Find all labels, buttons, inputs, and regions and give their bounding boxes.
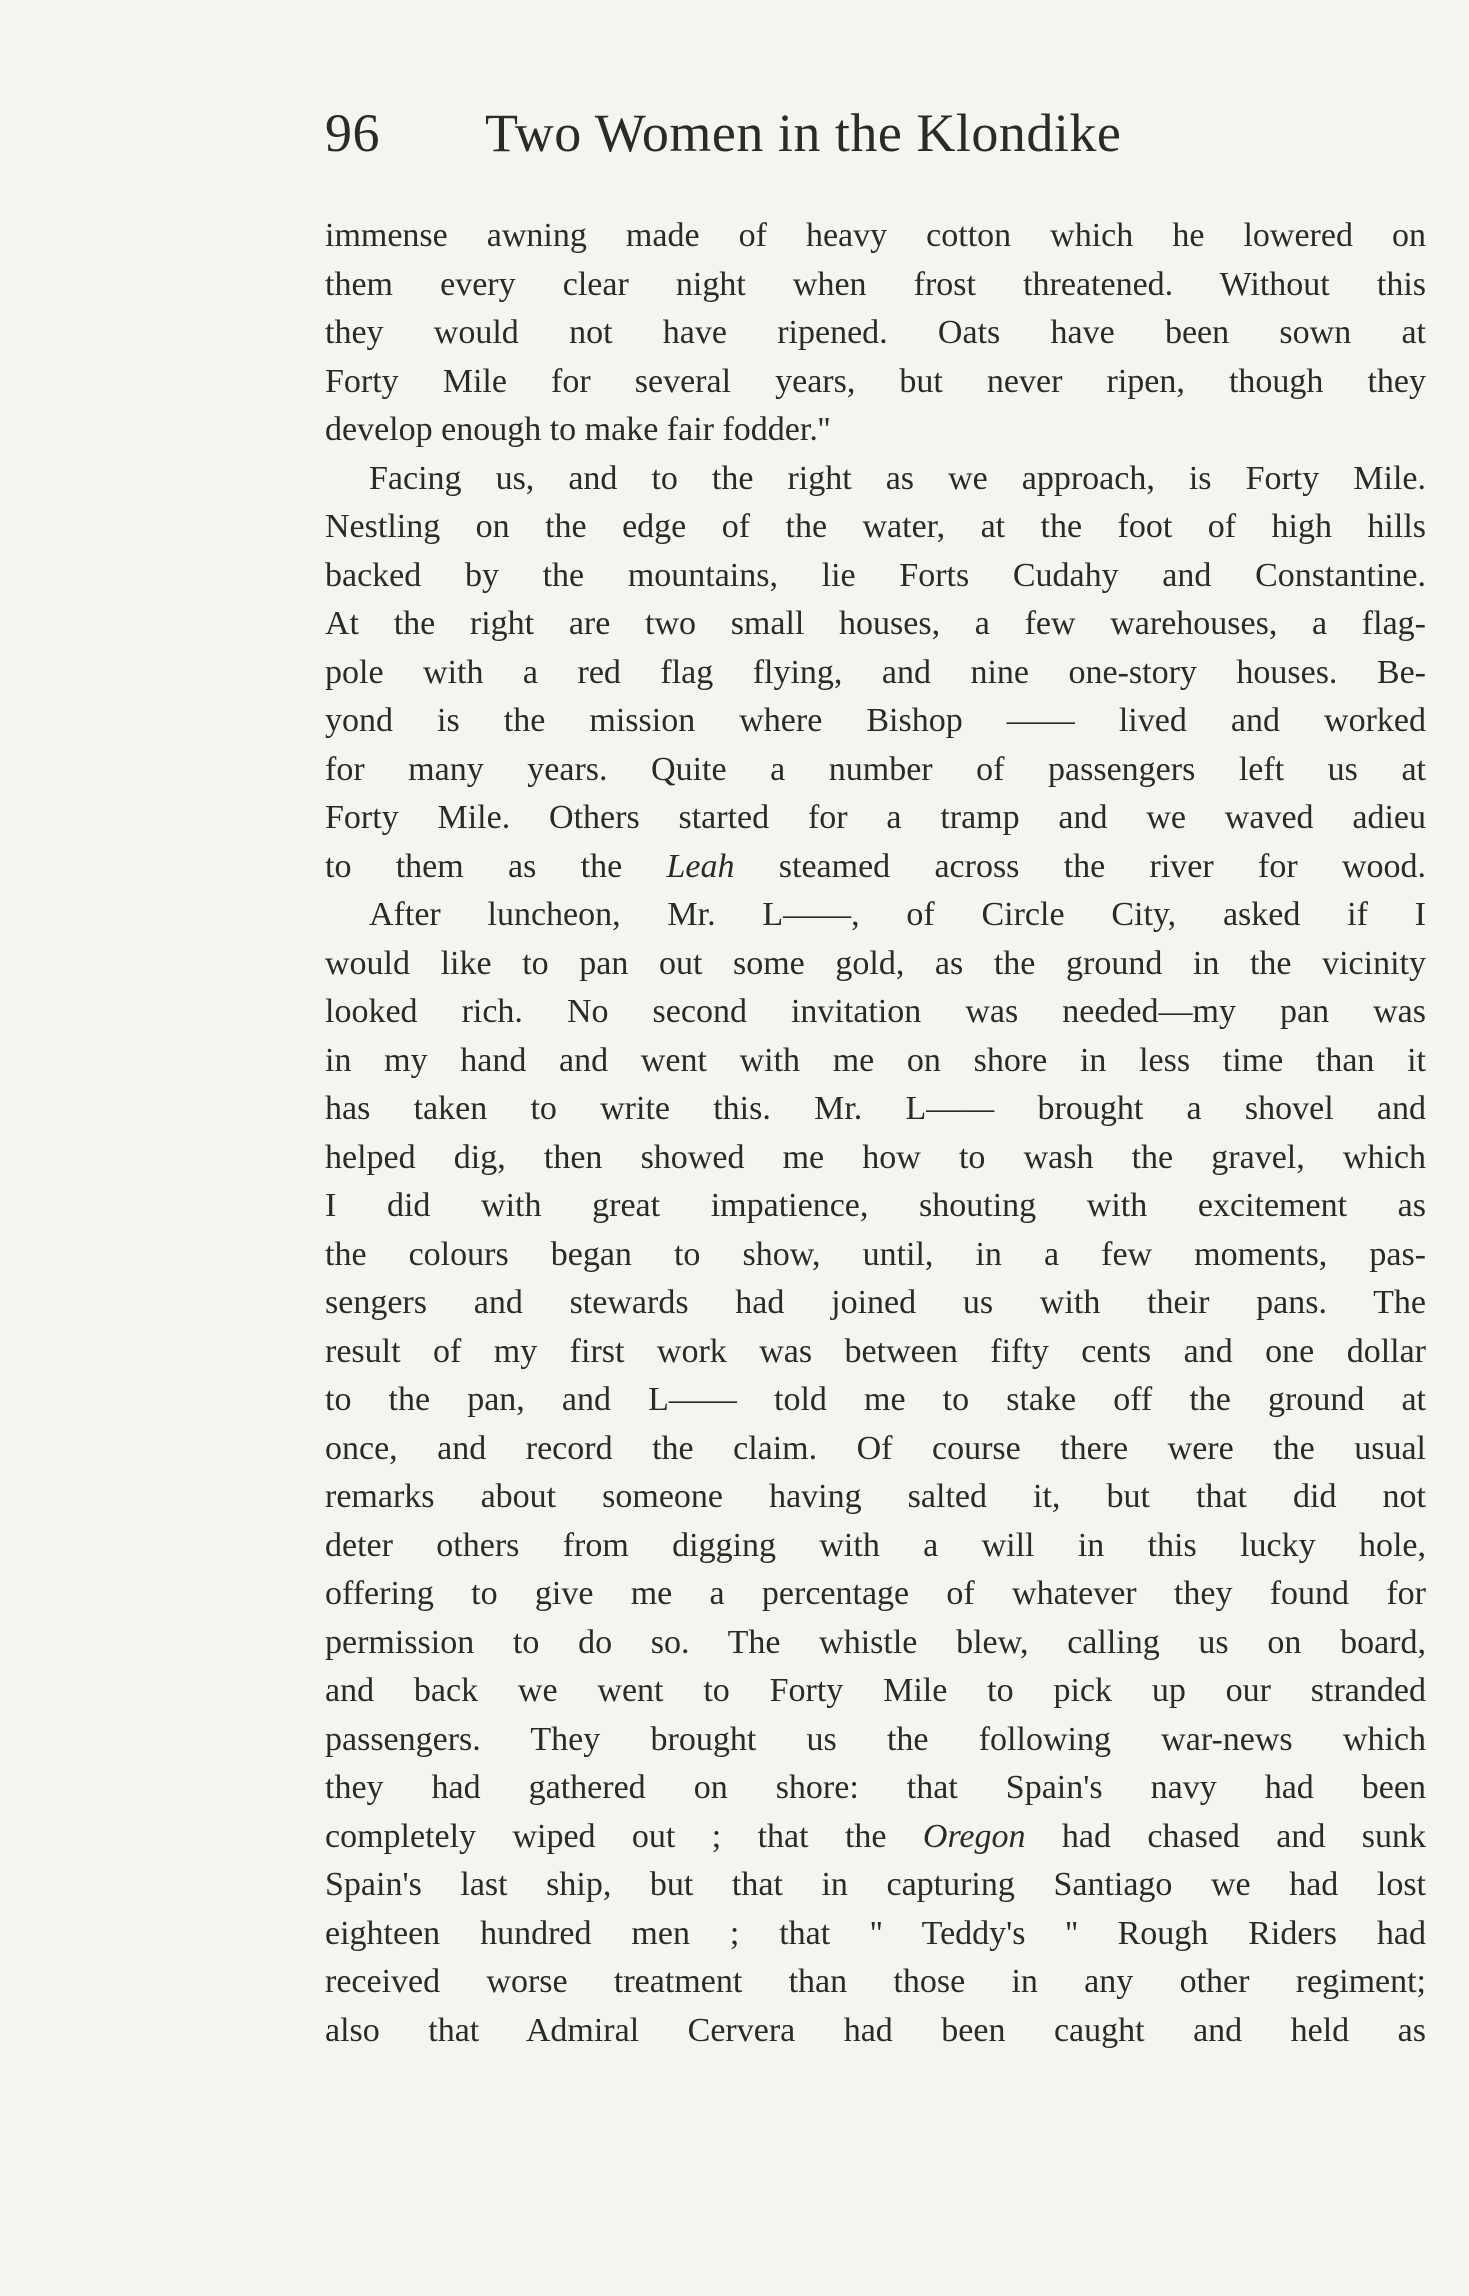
- text-line: sengers and stewards had joined us with their pans. The: [325, 1284, 1426, 1321]
- text-line: Spain's last ship, but that in capturing Santiago we had lost: [325, 1866, 1426, 1903]
- text-line: deter others from digging with a will in this lucky hole,: [325, 1526, 1426, 1564]
- page-number: 96: [325, 103, 380, 163]
- text-line: has taken to write this. Mr. L—— brought a shovel and: [325, 1090, 1426, 1127]
- text-line: I did with great impatience, shouting with excitement as: [325, 1187, 1426, 1224]
- text-segment: had chased and sunk: [1025, 1817, 1427, 1855]
- text-line: [325, 1813, 1426, 1862]
- text-line: and back we went to Forty Mile to pick up our stranded: [325, 1672, 1426, 1709]
- text-line: remarks about someone having salted it, but that did not: [325, 1478, 1426, 1515]
- text-line: looked rich. No second invitation was needed—my pan was: [325, 993, 1426, 1030]
- text-line: to the pan, and L—— told me to stake off the ground at: [325, 1381, 1426, 1418]
- text-line: received worse treatment than those in any other regiment;: [325, 1963, 1426, 2000]
- text-line: yond is the mission where Bishop —— lived and worked: [325, 702, 1426, 739]
- text-line: the colours began to show, until, in a few moments, pas-: [325, 1235, 1426, 1273]
- text-line: they would not have ripened. Oats have been sown at: [325, 314, 1426, 351]
- text-segment: to them as the: [325, 847, 667, 885]
- text-line: immense awning made of heavy cotton which he lowered on: [325, 217, 1426, 254]
- text-segment: completely wiped out ; that the: [325, 1817, 923, 1855]
- text-line: Forty Mile. Others started for a tramp and we waved adieu: [325, 799, 1426, 836]
- text-line: once, and record the claim. Of course there were the usual: [325, 1429, 1426, 1467]
- ship-name-oregon: Oregon: [922, 1817, 1026, 1855]
- body-text: [325, 212, 1426, 2055]
- text-line: eighteen hundred men ; that '' Teddy's '' Rough Riders had: [325, 1914, 1426, 1952]
- text-line: Facing us, and to the right as we approach, is Forty Mile.: [369, 459, 1426, 497]
- text-line: develop enough to make fair fodder.'': [325, 411, 831, 448]
- text-line: them every clear night when frost threatened. Without this: [325, 265, 1426, 303]
- text-line: After luncheon, Mr. L——, of Circle City, asked if I: [369, 896, 1426, 933]
- text-line: At the right are two small houses, a few warehouses, a flag-: [325, 605, 1426, 642]
- book-title: Two Women in the Klondike: [485, 103, 1122, 163]
- running-head: [325, 102, 1325, 172]
- text-line: pole with a red flag flying, and nine one-story houses. Be-: [325, 653, 1426, 691]
- text-line: backed by the mountains, lie Forts Cudahy and Constantine.: [325, 556, 1426, 594]
- text-line: [325, 843, 1426, 892]
- text-line: for many years. Quite a number of passengers left us at: [325, 750, 1426, 788]
- ship-name-leah: Leah: [666, 847, 735, 885]
- text-line: Nestling on the edge of the water, at the foot of high hills: [325, 508, 1426, 545]
- text-line: passengers. They brought us the following war-news which: [325, 1720, 1426, 1758]
- text-line: also that Admiral Cervera had been caught and held as: [325, 2011, 1426, 2049]
- text-line: they had gathered on shore: that Spain's navy had been: [325, 1769, 1426, 1806]
- text-line: in my hand and went with me on shore in less time than it: [325, 1041, 1426, 1079]
- text-segment: steamed across the river for wood.: [734, 847, 1427, 885]
- text-line: helped dig, then showed me how to wash the gravel, which: [325, 1138, 1426, 1176]
- text-line: permission to do so. The whistle blew, calling us on board,: [325, 1623, 1426, 1661]
- text-line: result of my first work was between fifty cents and one dollar: [325, 1332, 1426, 1370]
- text-line: would like to pan out some gold, as the ground in the vicinity: [325, 944, 1426, 982]
- text-line: offering to give me a percentage of whatever they found for: [325, 1575, 1426, 1612]
- text-line: Forty Mile for several years, but never ripen, though they: [325, 362, 1426, 400]
